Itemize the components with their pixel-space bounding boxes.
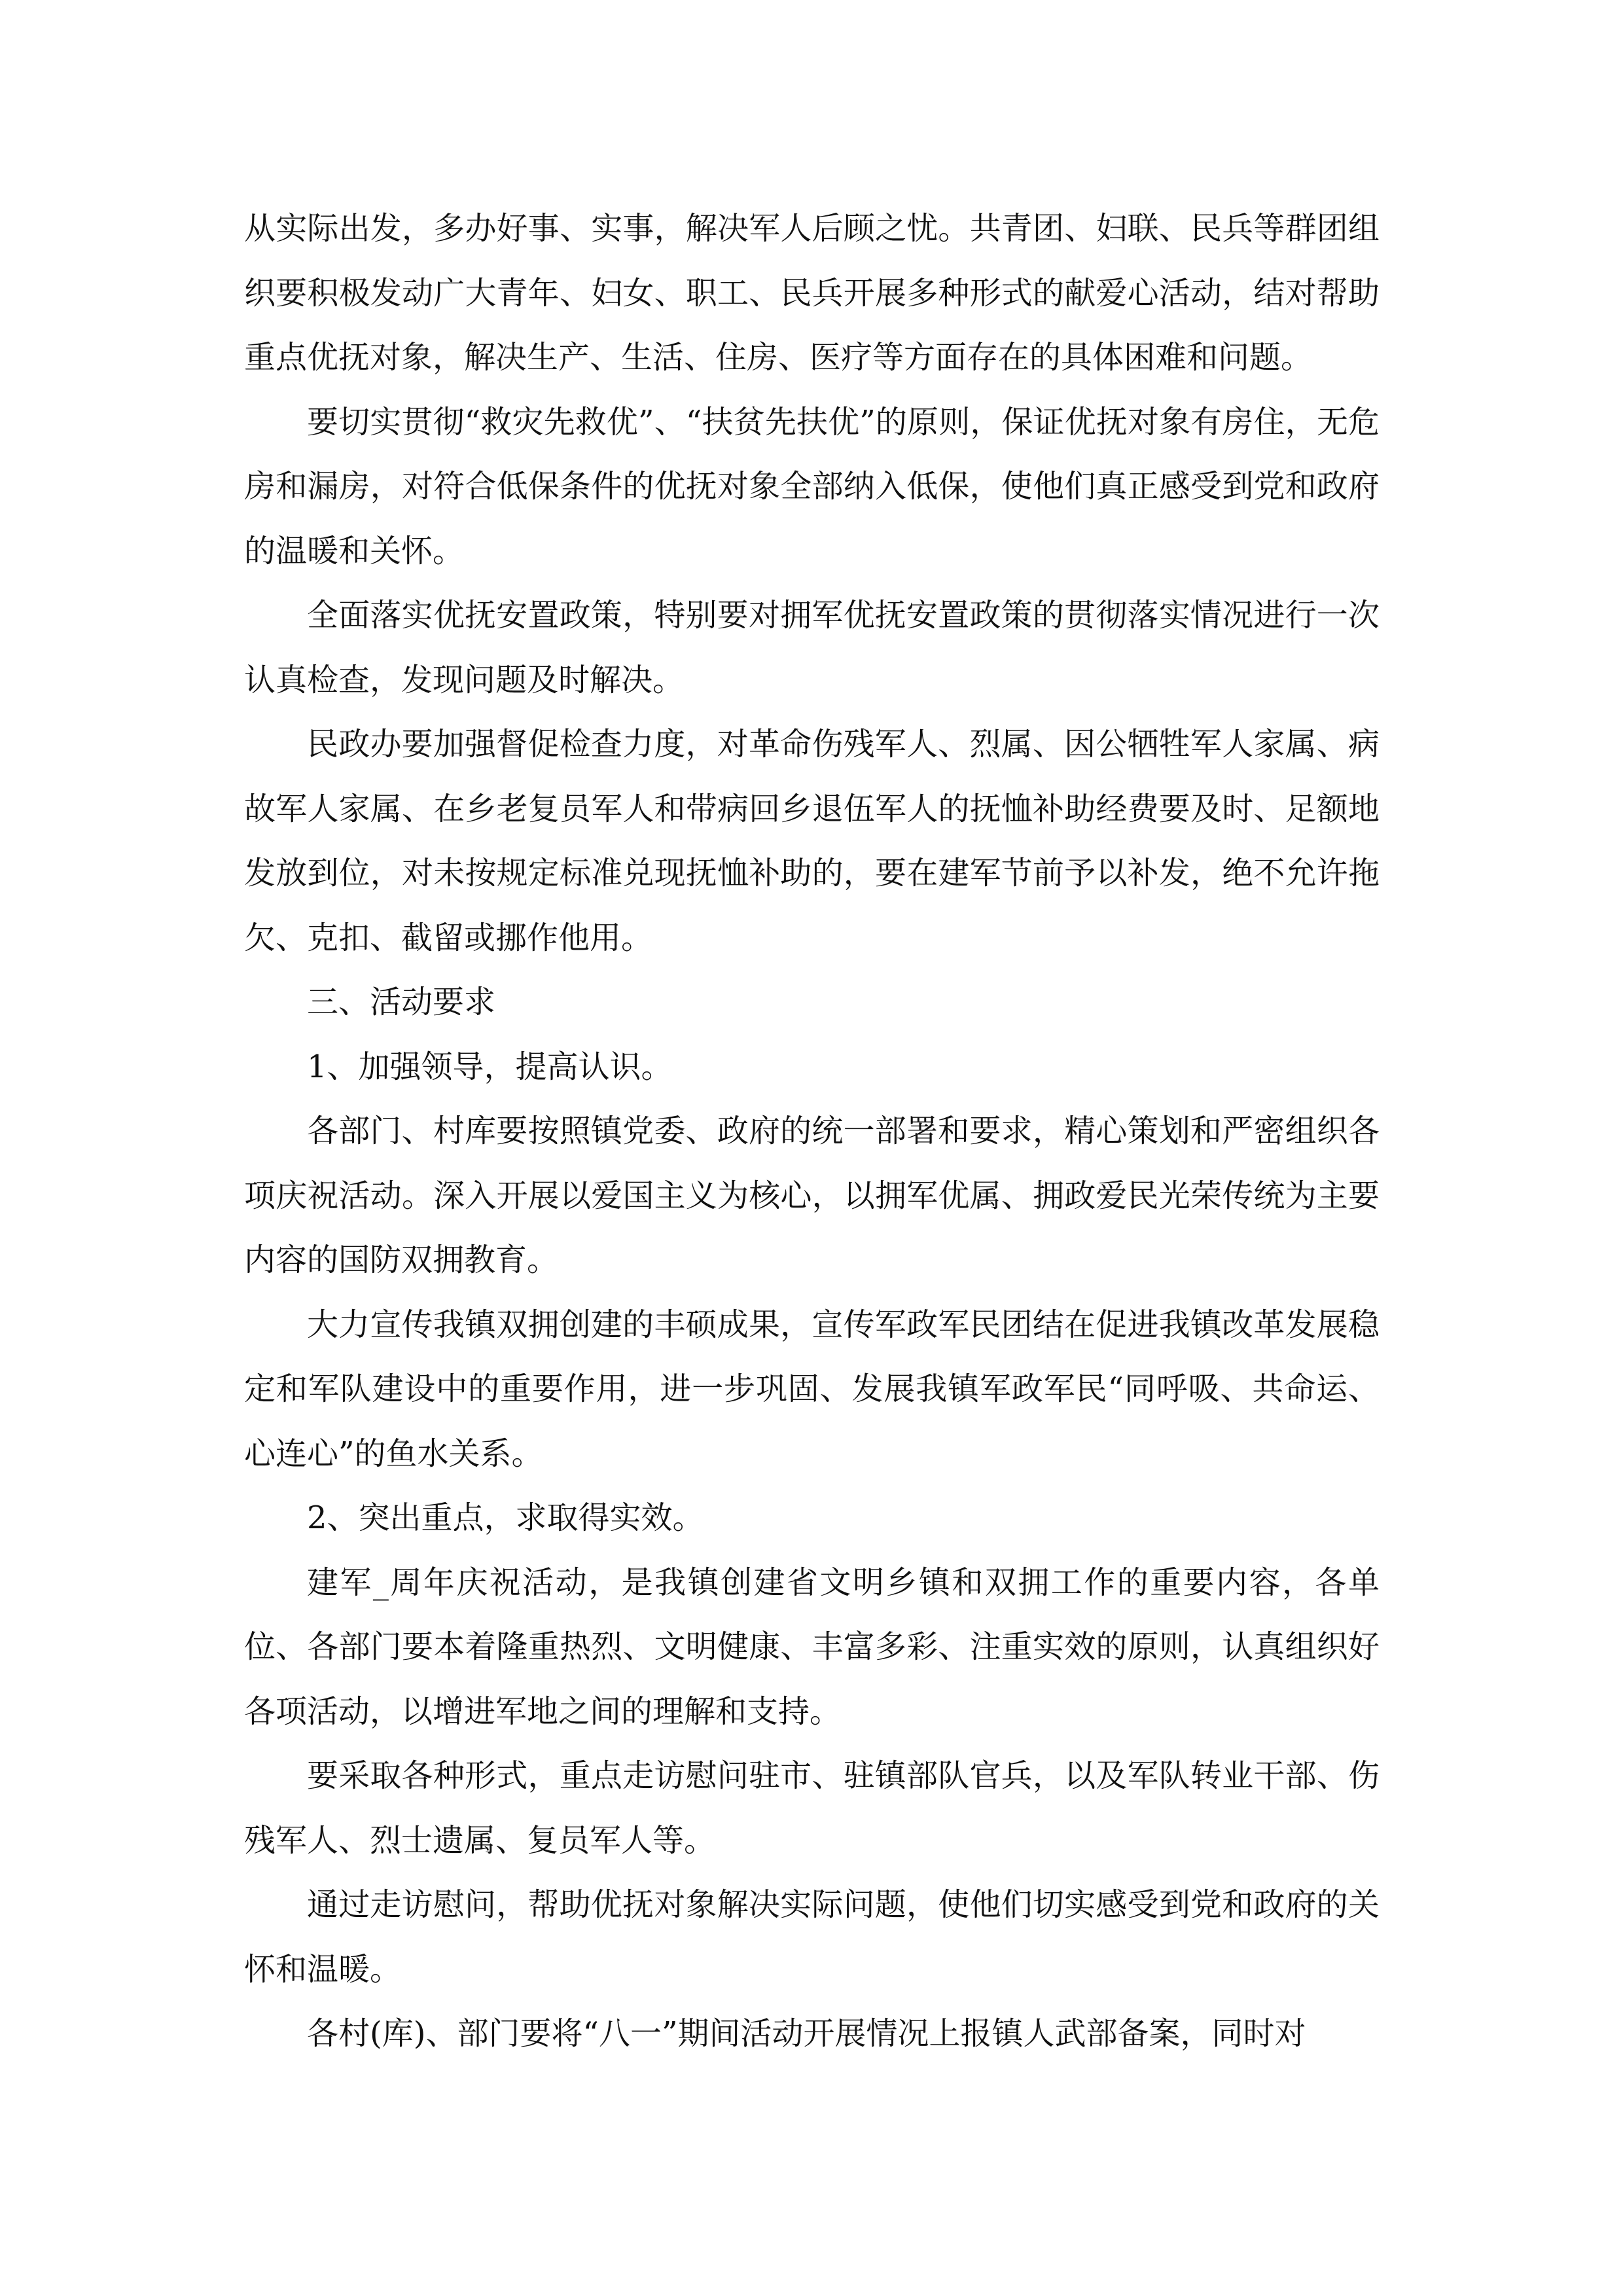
- paragraph-publicity: 大力宣传我镇双拥创建的丰硕成果，宣传军政军民团结在促进我镇改革发展稳定和军队建设中的重要作用，进一步巩固、发展我镇军政军民“同呼吸、共命运、心连心”的鱼水关系。: [244, 1306, 1380, 1472]
- paragraph-visits: 要采取各种形式，重点走访慰问驻市、驻镇部队官兵，以及军队转业干部、伤残军人、烈士遗属、复员军人等。: [244, 1757, 1380, 1859]
- subheading-focus: 2、突出重点，求取得实效。: [307, 1499, 704, 1536]
- paragraph-departments: 各部门、村库要按照镇党委、政府的统一部署和要求，精心策划和严密组织各项庆祝活动。深入开展以爱国主义为核心，以拥军优属、拥政爱民光荣传统为主要内容的国防双拥教育。: [244, 1113, 1380, 1278]
- section-heading-requirements: 三、活动要求: [307, 984, 496, 1020]
- paragraph-continuation: 从实际出发，多办好事、实事，解决军人后顾之忧。共青团、妇联、民兵等群团组织要积极发动广大青年、妇女、职工、民兵开展多种形式的献爱心活动，结对帮助重点优抚对象，解决生产、生活、住房、医疗等方面存在的具体困难和问题。: [244, 210, 1380, 376]
- paragraph-care: 通过走访慰问，帮助优抚对象解决实际问题，使他们切实感受到党和政府的关怀和温暖。: [244, 1886, 1380, 1988]
- subheading-leadership: 1、加强领导，提高认识。: [307, 1048, 673, 1085]
- paragraph-reporting: 各村(库)、部门要将“八一”期间活动开展情况上报镇人武部备案，同时对: [307, 2015, 1306, 2052]
- document-page: [244, 196, 1380, 2066]
- paragraph-anniversary: 建军_周年庆祝活动，是我镇创建省文明乡镇和双拥工作的重要内容，各单位、各部门要本着隆重热烈、文明健康、丰富多彩、注重实效的原则，认真组织好各项活动，以增进军地之间的理解和支持。: [244, 1564, 1380, 1730]
- paragraph-housing-principle: 要切实贯彻“救灾先救优”、“扶贫先扶优”的原则，保证优抚对象有房住，无危房和漏房，对符合低保条件的优抚对象全部纳入低保，使他们真正感受到党和政府的温暖和关怀。: [244, 403, 1380, 569]
- paragraph-civil-affairs: 民政办要加强督促检查力度，对革命伤残军人、烈属、因公牺牲军人家属、病故军人家属、在乡老复员军人和带病回乡退伍军人的抚恤补助经费要及时、足额地发放到位，对未按规定标准兑现抚恤补助的，要在建军节前予以补发，绝不允许拖欠、克扣、截留或挪作他用。: [244, 726, 1380, 956]
- paragraph-policy-implementation: 全面落实优抚安置政策，特别要对拥军优抚安置政策的贯彻落实情况进行一次认真检查，发现问题及时解决。: [244, 597, 1380, 698]
